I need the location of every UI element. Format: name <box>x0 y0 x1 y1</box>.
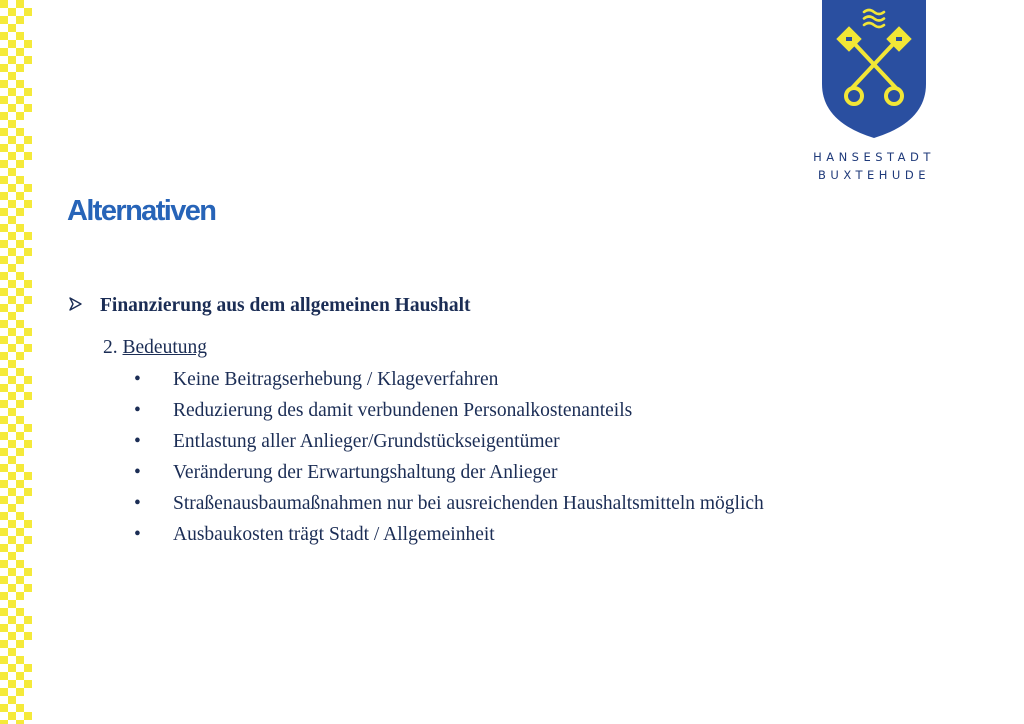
bullet-dot-icon: • <box>134 369 141 390</box>
bullet-item <box>134 430 814 454</box>
slide-title: Alternativen <box>67 195 216 227</box>
city-crest-logo <box>818 0 930 142</box>
bullet-text: Ausbaukosten trägt Stadt / Allgemeinheit <box>173 524 495 545</box>
subheading-number: 2. <box>103 337 118 358</box>
subheading-label: Bedeutung <box>122 337 207 358</box>
logo-text-line1: HANSESTADT <box>813 150 935 164</box>
checker-border <box>0 0 34 724</box>
bullet-text: Entlastung aller Anlieger/Grundstückseigentümer <box>173 431 560 452</box>
bullet-text: Straßenausbaumaßnahmen nur bei ausreichenden Haushaltsmitteln möglich <box>173 493 764 514</box>
bullet-dot-icon: • <box>134 524 141 545</box>
section-heading <box>68 293 471 319</box>
section-heading-text: Finanzierung aus dem allgemeinen Haushalt <box>100 295 471 316</box>
bullet-dot-icon: • <box>134 462 141 483</box>
bullet-item <box>134 523 814 547</box>
shield-shape <box>822 0 926 138</box>
bullet-text: Keine Beitragserhebung / Klageverfahren <box>173 369 499 390</box>
arrow-bullet-icon <box>68 297 100 316</box>
subheading <box>103 337 207 359</box>
bullet-dot-icon: • <box>134 400 141 421</box>
bullet-item <box>134 461 814 485</box>
bullet-dot-icon: • <box>134 493 141 514</box>
logo-text-line2: BUXTEHUDE <box>818 168 930 182</box>
bullet-item <box>134 399 814 423</box>
bullet-text: Veränderung der Erwartungshaltung der Anlieger <box>173 462 558 483</box>
bullet-list <box>134 368 814 554</box>
bullet-text: Reduzierung des damit verbundenen Personalkostenanteils <box>173 400 633 421</box>
bullet-item <box>134 492 814 516</box>
bullet-dot-icon: • <box>134 431 141 452</box>
bullet-item <box>134 368 814 392</box>
